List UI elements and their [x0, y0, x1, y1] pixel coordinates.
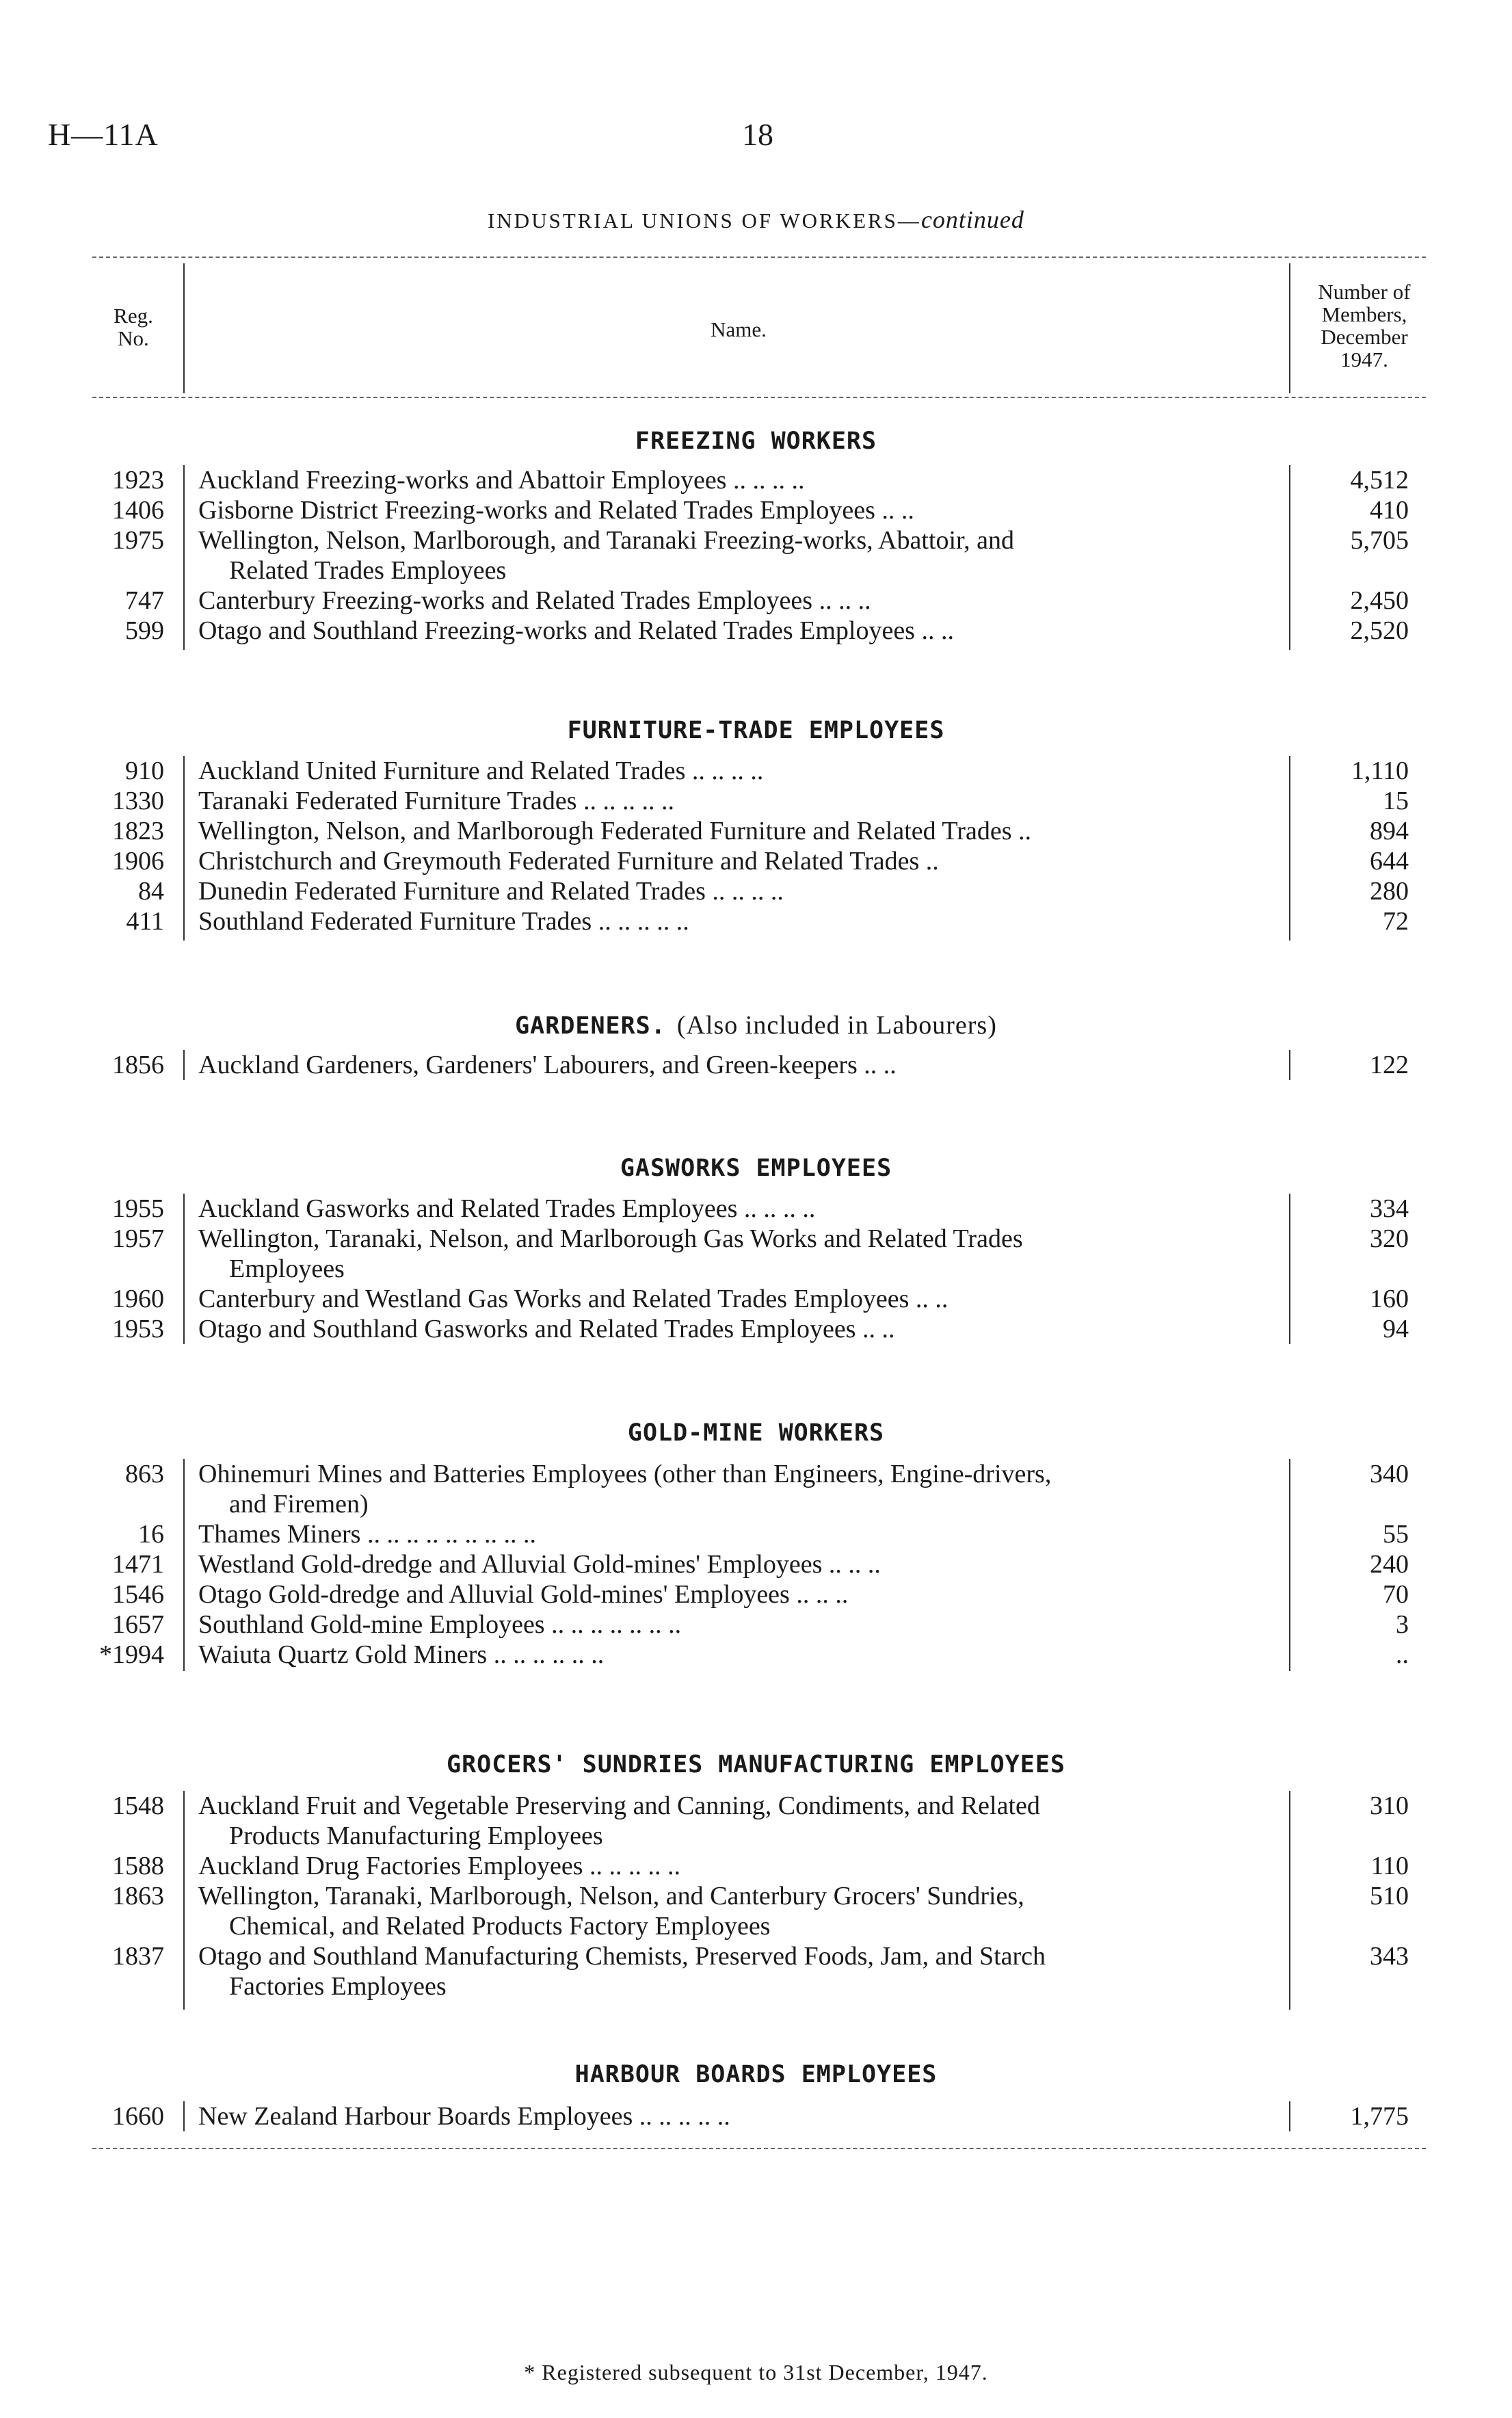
title-continued: continued — [920, 206, 1024, 233]
header-members: Number of Members, December 1947. — [1318, 280, 1411, 371]
section-rule — [1289, 756, 1290, 941]
footnote: * Registered subsequent to 31st December, 1947. — [524, 2360, 988, 2384]
section-heading-gasworks: GASWORKS EMPLOYEES — [620, 1155, 892, 1182]
header-reg-no: Reg. No. — [114, 304, 153, 350]
section-heading-furniture-trade: FURNITURE-TRADE EMPLOYEES — [567, 717, 945, 744]
document-page: H—11A 18 INDUSTRIAL UNIONS OF WORKERS—continued Reg. No. Name. Number of Members, December 1947. FREEZING WORKERS 1923 Auckland Freezing-works and Abattoir Employees .. .. .. .. 4,512 1406 Gisborne District Freezing-works and Related Trades Employees .. .. 410 1975 Wellington, Nelson, Marlborough, and Taranaki Freezing-works, Abattoir, and Related Trades Employees 5,705 747 Canterbury Freezing-works and Related Trades Employees .. .. .. 2,450 599 Otago and Southland Freezing-works and Related Trades Employees .. .. 2,520 FURNITURE-TRADE EMPLOYEES 910 Auckland United Furniture and Related Trades .. .. .. .. 1,110 1330 Taranaki Federated Furniture Trades .. .. .. .. .. 15 1823 Wellington, Nelson, and Marlborough Federated Furniture and Related Trades .. 894 1906 Christchurch and Greymouth Federated Furniture and Related Trades .. 644 84 Dunedin Federated Furniture and Related Trades .. .. .. .. 280 411 Southland Federated Furniture Trades .. .. .. .. .. 72 GARDENERS. (Also included in Labourers) 1856 Auckland Gardeners, Gardeners' Labourers, and Green-keepers .. .. 122 GASWORKS EMPLOYEES 1955 Auckland Gasworks and Related Trades Employees .. .. .. .. 334 1957 Wellington, Taranaki, Nelson, and Marlborough Gas Works and Related Trades Employees 320 1960 Canterbury and Westland Gas Works and Related Trades Employees .. .. 160 1953 Otago and Southland Gasworks and Related Trades Employees .. .. 94 GOLD-MINE WORKERS 863 Ohinemuri Mines and Batteries Employees (other than Engineers, Engine-drivers, and Firemen) 340 16 Thames Miners .. .. .. .. .. .. .. .. .. 55 1471 Westland Gold-dredge and Alluvial Gold-mines' Employees .. .. .. 240 1546 Otago Gold-dredge and Alluvial Gold-mines' Employees .. .. .. 70 1657 Southland Gold-mine Employees .. .. .. .. .. .. .. 3 *1994 Waiuta Quartz Gold Miners .. .. .. .. .. .. .. GROCERS' SUNDRIES MANUFACTURING EMPLOYEES 1548 Auckland Fruit and Vegetable Preserving and Canning, Condiments, and Related Products Manufacturing Employees 310 1588 Auckland Drug Factories Employees .. .. .. .. .. 110 1863 Wellington, Taranaki, Marlborough, Nelson, and Canterbury Grocers' Sundries, Chemical, and Related Products Factory Employees 510 1837 Otago and Southland Manufacturing Chemists, Preserved Foods, Jam, and Starch Factories Employees 343 HARBOUR BOARDS EMPLOYEES 1660 New Zealand Harbour Boards Employees .. .. .. .. .. 1,775 * Registered subsequent to 31st December, 1947. — [0, 0, 1512, 2418]
document-id: H—11A — [48, 117, 159, 152]
section-rule — [1289, 1791, 1290, 2010]
header-divider-left — [183, 263, 185, 393]
section-heading-note: (Also included in Labourers) — [676, 1011, 997, 1040]
section-rule — [183, 1459, 185, 1671]
page-number: 18 — [742, 117, 773, 152]
section-rule — [1289, 2101, 1290, 2131]
table-top-rule — [92, 257, 1426, 258]
section-rule — [1289, 1459, 1290, 1671]
header-name: Name. — [711, 317, 767, 341]
section-rule — [183, 2101, 185, 2131]
section-heading-grocers-sundries: GROCERS' SUNDRIES MANUFACTURING EMPLOYEES — [447, 1751, 1065, 1778]
section-rule — [183, 465, 185, 650]
section-rule — [183, 1050, 185, 1080]
section-rule — [1289, 1194, 1290, 1344]
section-heading-gardeners: GARDENERS. (Also included in Labourers) — [515, 1011, 997, 1040]
section-heading-freezing-workers: FREEZING WORKERS — [635, 428, 877, 455]
section-rule — [183, 756, 185, 941]
section-rule — [183, 1194, 185, 1344]
section-rule — [1289, 1050, 1290, 1080]
section-rule — [1289, 465, 1290, 650]
section-heading-gold-mine: GOLD-MINE WORKERS — [627, 1419, 885, 1447]
table-header-rule — [92, 397, 1426, 398]
page-title: INDUSTRIAL UNIONS OF WORKERS—continued — [488, 206, 1024, 233]
header-divider-right — [1289, 263, 1290, 393]
section-heading-harbour-boards: HARBOUR BOARDS EMPLOYEES — [574, 2061, 938, 2088]
section-rule — [183, 1791, 185, 2010]
table-bottom-rule — [92, 2148, 1426, 2149]
